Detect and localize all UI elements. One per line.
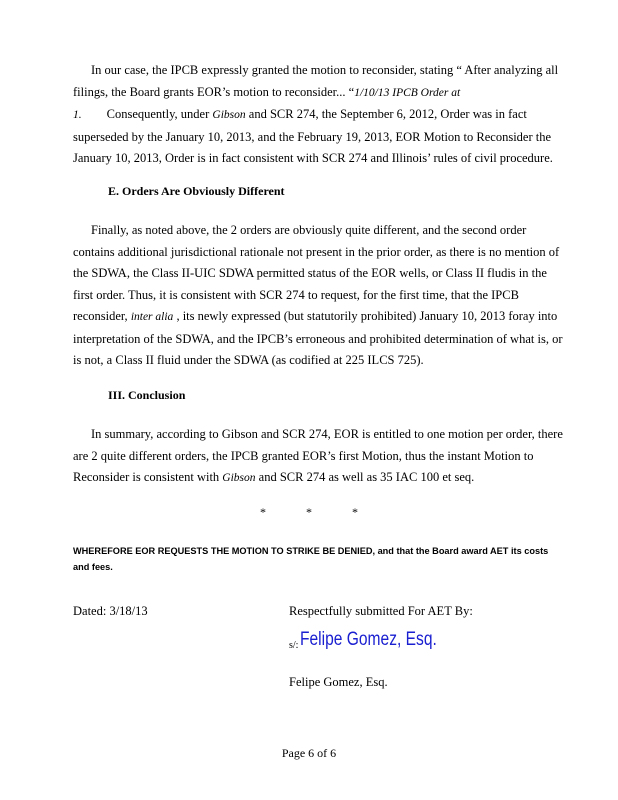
latin-term: inter alia (130, 311, 174, 323)
paragraph-orders-different: Finally, as noted above, the 2 orders are obviously quite different, and the second order contains additional jurisdictional rationale not present in the prior order, as there is no mention of the SDWA, the Class II-UIC SDWA permitted status of the EOR wells, or Class II fludis in the first order. Thus, it is consistent with SCR 274 to request, for the first time, that the IPCB reconsider, inter alia , its newly expressed (but statutorily prohibited) January 10, 2013 foray into interpretation of the SDWA, and the IPCB’s erroneous and prohibited determination of what is, or is not, a Class II fluid under the SDWA (as codified at 225 ILCS 725). (73, 223, 563, 367)
dated-line: Dated: 3/18/13 (73, 604, 148, 618)
star: * (260, 505, 266, 519)
star: * (352, 505, 358, 519)
signature-prefix: s/: (289, 640, 299, 651)
submitted-by-line: Respectfully submitted For AET By: (289, 604, 473, 618)
signature-name: Felipe Gomez, Esq. (300, 629, 438, 650)
wherefore-clause: WHEREFORE EOR REQUESTS THE MOTION TO STRIKE BE DENIED, and that the Board award AET its costs and fees. (73, 546, 549, 572)
paragraph-conclusion: In summary, according to Gibson and SCR 274, EOR is entitled to one motion per order, there are 2 quite different orders, the IPCB granted EOR’s first Motion, thus the instant Motion to Reconsider is consistent with Gibson and SCR 274 as well as 35 IAC 100 et seq. (73, 427, 563, 484)
signature (289, 629, 467, 651)
printed-name: Felipe Gomez, Esq. (289, 675, 388, 689)
case-name: Gibson (222, 472, 256, 484)
order-citation: 1/10/13 IPCB Order at 1. (73, 86, 461, 121)
section-break-stars (0, 505, 618, 520)
heading-orders-different: E. Orders Are Obviously Different (108, 184, 285, 198)
star: * (306, 505, 312, 519)
case-name: Gibson (212, 109, 246, 121)
paragraph-ipcb-granted: In our case, the IPCB expressly granted the motion to reconsider, stating “ After analyzing all filings, the Board grants EOR’s motion to reconsider... “1/10/13 IPCB Order at 1. Consequently, under Gibson and SCR 274, the September 6, 2012, Order was in fact superseded by the January 10, 2013, and the February 19, 2013, EOR Motion to Reconsider the January 10, 2013, Order is in fact consistent with SCR 274 and Illinois’ rules of civil procedure. (73, 63, 559, 165)
heading-conclusion: III. Conclusion (108, 388, 186, 402)
page-number: Page 6 of 6 (281, 746, 337, 760)
